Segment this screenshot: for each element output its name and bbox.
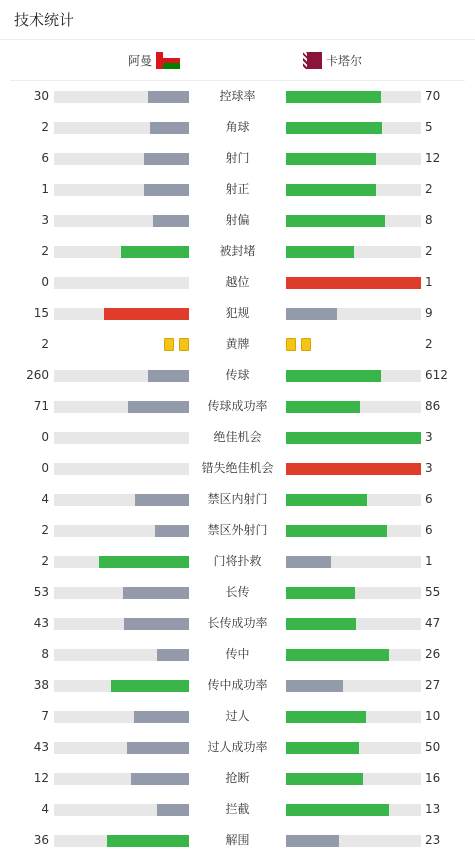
home-stat-value: 0 xyxy=(41,430,49,444)
away-stat-bar xyxy=(286,277,421,289)
home-stat-value: 38 xyxy=(33,678,49,692)
home-stat-bar xyxy=(54,556,189,568)
home-stat-value: 30 xyxy=(33,89,49,103)
away-stat-bar-fill xyxy=(286,649,389,661)
away-stat-bar-fill xyxy=(286,91,381,103)
home-stat-bar xyxy=(54,432,189,444)
home-stat-bar xyxy=(54,308,189,320)
stat-row xyxy=(0,639,475,670)
away-stat-bar-fill xyxy=(286,122,382,134)
away-team-name: 卡塔尔 xyxy=(326,53,363,68)
stat-row xyxy=(0,391,475,422)
home-stat-bar-fill xyxy=(128,401,189,413)
away-stat-value: 47 xyxy=(425,616,441,630)
away-stat-value: 12 xyxy=(425,151,441,165)
home-stat-value: 0 xyxy=(41,275,49,289)
home-stat-bar-fill xyxy=(135,494,189,506)
away-stat-bar-fill xyxy=(286,711,366,723)
away-stat-bar-fill xyxy=(286,184,376,196)
away-stat-bar xyxy=(286,246,421,258)
home-stat-bar xyxy=(54,773,189,785)
home-stat-value: 4 xyxy=(41,492,49,506)
away-stat-bar-fill xyxy=(286,556,331,568)
oman-flag-icon xyxy=(156,52,180,69)
away-stat-bar xyxy=(286,525,421,537)
away-stat-value: 1 xyxy=(425,275,433,289)
away-stat-value: 6 xyxy=(425,492,433,506)
home-stat-bar-fill xyxy=(123,587,189,599)
away-stat-bar xyxy=(286,184,421,196)
home-stat-value: 43 xyxy=(33,616,49,630)
away-stat-bar xyxy=(286,680,421,692)
home-stat-value: 2 xyxy=(41,523,49,537)
home-stat-value: 260 xyxy=(26,368,49,382)
home-stat-bar xyxy=(54,649,189,661)
stat-row xyxy=(0,732,475,763)
away-stat-value: 3 xyxy=(425,461,433,475)
away-stat-bar xyxy=(286,463,421,475)
stat-label: 解围 xyxy=(225,833,250,847)
away-yellow-cards xyxy=(286,338,311,351)
away-stat-bar xyxy=(286,215,421,227)
away-stat-bar-fill xyxy=(286,153,376,165)
home-team[interactable] xyxy=(128,40,180,80)
stat-label: 传球成功率 xyxy=(207,399,268,413)
home-stat-bar-fill xyxy=(99,556,189,568)
away-stat-value: 2 xyxy=(425,244,433,258)
away-stat-value: 26 xyxy=(425,647,441,661)
home-stat-bar-fill xyxy=(155,525,189,537)
away-stat-value: 23 xyxy=(425,833,441,847)
away-stat-bar-fill xyxy=(286,835,339,847)
stat-row xyxy=(0,670,475,701)
away-stat-value: 2 xyxy=(425,337,433,351)
away-stat-bar-fill xyxy=(286,742,359,754)
away-stat-value: 27 xyxy=(425,678,441,692)
home-stat-value: 2 xyxy=(41,120,49,134)
away-stat-bar xyxy=(286,618,421,630)
away-stat-bar xyxy=(286,649,421,661)
yellow-card-icon xyxy=(286,338,296,351)
away-stat-bar xyxy=(286,401,421,413)
stat-label: 抢断 xyxy=(225,771,250,785)
home-stat-bar-fill xyxy=(157,649,189,661)
away-stat-value: 86 xyxy=(425,399,441,413)
stat-label: 黄牌 xyxy=(225,337,250,351)
away-stat-value: 1 xyxy=(425,554,433,568)
away-stat-bar xyxy=(286,742,421,754)
home-stat-bar xyxy=(54,246,189,258)
stat-row xyxy=(0,825,475,856)
home-stat-value: 8 xyxy=(41,647,49,661)
away-stat-bar xyxy=(286,122,421,134)
home-stat-bar-fill xyxy=(157,804,189,816)
away-stat-bar-fill xyxy=(286,618,356,630)
home-stat-bar xyxy=(54,215,189,227)
away-stat-value: 70 xyxy=(425,89,441,103)
home-stat-bar-fill xyxy=(148,370,189,382)
stat-label: 过人成功率 xyxy=(207,740,268,754)
stat-label: 绝佳机会 xyxy=(213,430,262,444)
away-stat-value: 612 xyxy=(425,368,448,382)
qatar-flag-icon xyxy=(298,52,322,69)
away-stat-bar-fill xyxy=(286,804,389,816)
away-stat-bar xyxy=(286,711,421,723)
home-stat-value: 12 xyxy=(33,771,49,785)
home-stat-bar-fill xyxy=(121,246,189,258)
away-stat-bar xyxy=(286,556,421,568)
stat-label: 长传成功率 xyxy=(207,616,268,630)
away-stat-value: 16 xyxy=(425,771,441,785)
stat-label: 长传 xyxy=(225,585,250,599)
away-stat-value: 3 xyxy=(425,430,433,444)
away-stat-bar-fill xyxy=(286,370,381,382)
away-stat-value: 6 xyxy=(425,523,433,537)
stat-label: 角球 xyxy=(225,120,250,134)
stat-row xyxy=(0,143,475,174)
stat-row xyxy=(0,174,475,205)
stat-row xyxy=(0,236,475,267)
home-stat-value: 53 xyxy=(33,585,49,599)
home-stat-bar-fill xyxy=(131,773,189,785)
stats-header xyxy=(0,0,475,40)
home-stat-value: 3 xyxy=(41,213,49,227)
home-stat-bar-fill xyxy=(144,184,189,196)
home-stat-bar-fill xyxy=(111,680,189,692)
stat-row xyxy=(0,205,475,236)
home-stat-bar xyxy=(54,463,189,475)
away-stat-bar xyxy=(286,804,421,816)
home-stat-bar xyxy=(54,804,189,816)
away-stat-bar xyxy=(286,153,421,165)
stat-label: 控球率 xyxy=(219,89,256,103)
stat-row xyxy=(0,484,475,515)
stat-row xyxy=(0,794,475,825)
away-stat-bar-fill xyxy=(286,277,421,289)
page-title: 技术统计 xyxy=(14,11,75,29)
home-stat-bar xyxy=(54,618,189,630)
stat-label: 拦截 xyxy=(225,802,250,816)
stat-label: 过人 xyxy=(225,709,250,723)
stat-row xyxy=(0,360,475,391)
away-stat-value: 2 xyxy=(425,182,433,196)
stat-label: 传中成功率 xyxy=(207,678,268,692)
away-stat-value: 50 xyxy=(425,740,441,754)
away-stat-bar-fill xyxy=(286,587,355,599)
away-stat-bar-fill xyxy=(286,494,367,506)
stat-row xyxy=(0,577,475,608)
stat-row xyxy=(0,81,475,112)
stat-row xyxy=(0,701,475,732)
home-stat-value: 43 xyxy=(33,740,49,754)
home-stat-value: 15 xyxy=(33,306,49,320)
home-yellow-cards xyxy=(164,338,189,351)
away-stat-bar-fill xyxy=(286,215,385,227)
home-stat-bar xyxy=(54,91,189,103)
yellow-card-icon xyxy=(179,338,189,351)
stat-label: 被封堵 xyxy=(219,244,256,258)
stat-row xyxy=(0,422,475,453)
home-stat-bar xyxy=(54,401,189,413)
away-stat-bar xyxy=(286,835,421,847)
stat-label: 传球 xyxy=(225,368,250,382)
home-stat-bar xyxy=(54,277,189,289)
stat-label: 禁区外射门 xyxy=(207,523,268,537)
home-stat-bar xyxy=(54,680,189,692)
away-stat-value: 55 xyxy=(425,585,441,599)
home-stat-bar xyxy=(54,122,189,134)
away-stat-bar xyxy=(286,587,421,599)
stat-row xyxy=(0,453,475,484)
stat-row xyxy=(0,515,475,546)
stat-label: 越位 xyxy=(225,275,250,289)
away-stat-bar-fill xyxy=(286,525,387,537)
teams-row xyxy=(10,40,465,81)
yellow-card-icon xyxy=(301,338,311,351)
away-stat-value: 13 xyxy=(425,802,441,816)
away-stat-bar-fill xyxy=(286,246,354,258)
stat-label: 传中 xyxy=(225,647,250,661)
home-stat-value: 2 xyxy=(41,554,49,568)
home-stat-value: 0 xyxy=(41,461,49,475)
home-stat-bar-fill xyxy=(104,308,189,320)
home-stat-value: 7 xyxy=(41,709,49,723)
home-stat-bar xyxy=(54,184,189,196)
away-stat-bar-fill xyxy=(286,308,337,320)
home-stat-bar-fill xyxy=(134,711,189,723)
stat-label: 射正 xyxy=(225,182,250,196)
home-stat-bar xyxy=(54,587,189,599)
away-stat-bar xyxy=(286,773,421,785)
home-stat-bar-fill xyxy=(127,742,189,754)
home-stat-value: 2 xyxy=(41,337,49,351)
away-stat-value: 10 xyxy=(425,709,441,723)
away-stat-bar xyxy=(286,370,421,382)
away-stat-value: 5 xyxy=(425,120,433,134)
away-stat-bar-fill xyxy=(286,401,360,413)
away-stat-bar-fill xyxy=(286,773,363,785)
away-stat-bar-fill xyxy=(286,680,343,692)
away-stat-bar-fill xyxy=(286,432,421,444)
away-stat-bar-fill xyxy=(286,463,421,475)
away-stat-value: 9 xyxy=(425,306,433,320)
home-stat-bar xyxy=(54,525,189,537)
home-stat-bar-fill xyxy=(107,835,189,847)
stat-label: 射偏 xyxy=(225,213,250,227)
away-stat-value: 8 xyxy=(425,213,433,227)
stat-row xyxy=(0,112,475,143)
away-stat-bar xyxy=(286,432,421,444)
home-stat-bar xyxy=(54,711,189,723)
home-stat-value: 1 xyxy=(41,182,49,196)
home-stat-bar xyxy=(54,370,189,382)
stats-list xyxy=(0,81,475,856)
home-stat-value: 2 xyxy=(41,244,49,258)
stat-row xyxy=(0,763,475,794)
away-stat-bar xyxy=(286,91,421,103)
stat-row xyxy=(0,298,475,329)
home-stat-bar-fill xyxy=(153,215,189,227)
home-stat-bar-fill xyxy=(148,91,189,103)
home-stat-bar-fill xyxy=(144,153,189,165)
stat-label: 犯规 xyxy=(225,306,250,320)
stat-label: 射门 xyxy=(225,151,250,165)
stat-row xyxy=(0,608,475,639)
home-stat-bar xyxy=(54,153,189,165)
stat-row xyxy=(0,267,475,298)
home-stat-bar xyxy=(54,742,189,754)
home-stat-bar xyxy=(54,835,189,847)
stat-label: 禁区内射门 xyxy=(207,492,268,506)
stat-row xyxy=(0,546,475,577)
home-stat-value: 4 xyxy=(41,802,49,816)
yellow-card-icon xyxy=(164,338,174,351)
away-stat-bar xyxy=(286,308,421,320)
home-stat-value: 71 xyxy=(33,399,49,413)
home-stat-bar-fill xyxy=(124,618,189,630)
stat-label: 门将扑救 xyxy=(213,554,262,568)
stat-row xyxy=(0,329,475,360)
home-stat-value: 36 xyxy=(33,833,49,847)
stat-label: 错失绝佳机会 xyxy=(201,461,274,475)
away-stat-bar xyxy=(286,494,421,506)
home-team-name: 阿曼 xyxy=(127,53,152,68)
home-stat-value: 6 xyxy=(41,151,49,165)
home-stat-bar-fill xyxy=(150,122,189,134)
home-stat-bar xyxy=(54,494,189,506)
away-team[interactable] xyxy=(298,40,362,80)
